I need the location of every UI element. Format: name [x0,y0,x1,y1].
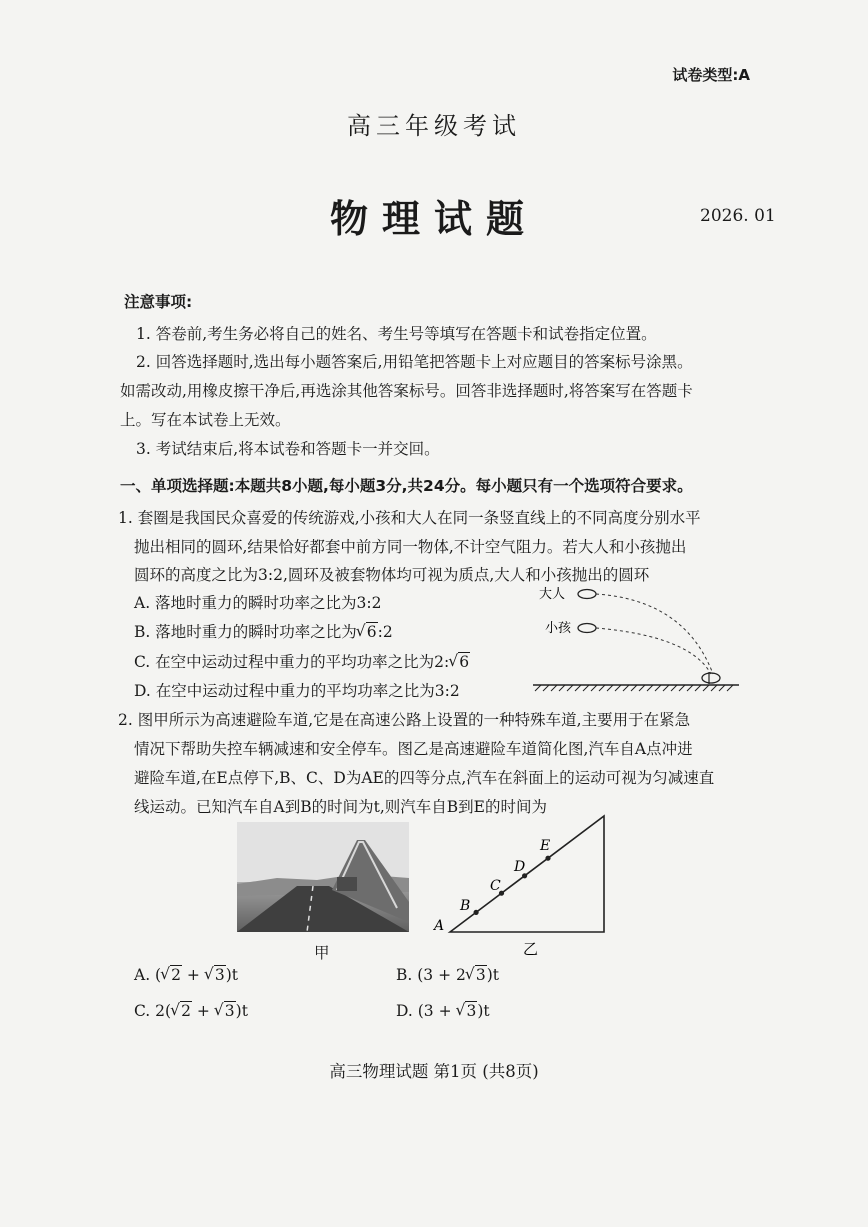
q2-line-2: 情况下帮助失控车辆减速和安全停车。图乙是高速避险车道简化图,汽车自A点冲进 [134,740,693,758]
page-footer: 高三物理试题 第1页 (共8页) [329,1062,539,1081]
q2-option-d-suffix: )t [477,1002,490,1020]
photo-illustration [237,822,409,932]
q2-line-1: 2. 图甲所示为高速避险车道,它是在高速公路上设置的一种特殊车道,主要用于在紧急 [118,711,691,729]
q2-option-c-suffix: )t [235,1002,248,1020]
fig-jia-caption: 甲 [314,944,330,962]
sqrt-symbol [449,653,470,671]
fig-yi-caption: 乙 [523,940,539,958]
q2-option-b-radicand: 3 [475,966,486,984]
q2-option-a-prefix: A. ( [134,966,162,984]
q2-line-3: 避险车道,在E点停下,B、C、D为AE的四等分点,汽车在斜面上的运动可视为匀减速直 [134,769,715,787]
ground-hatching [535,685,733,691]
sqrt-symbol [357,623,378,641]
q1-option-d: D. 在空中运动过程中重力的平均功率之比为3:2 [134,682,460,700]
adult-trajectory [596,594,713,674]
q1-option-b-radicand: 6 [366,623,377,641]
sqrt-symbol [456,1002,477,1020]
q2-option-c-prefix: C. 2( [134,1002,172,1020]
adult-ring [578,590,596,599]
target-object [702,673,720,683]
q1-line-3: 圆环的高度之比为3:2,圆环及被套物体均可视为质点,大人和小孩抛出的圆环 [134,566,650,584]
sqrt-symbol [161,966,182,984]
q2-option-d [396,1002,490,1020]
q2-option-a-radicand-2: 3 [214,966,225,984]
sqrt-symbol [205,966,226,984]
grade-heading: 高三年级考试 [347,112,521,140]
ramp-triangle [450,816,604,932]
child-ring [578,624,596,633]
q2-option-a-suffix: )t [225,966,238,984]
q2-option-c-radicand-2: 3 [224,1002,235,1020]
sqrt-symbol [215,1002,236,1020]
q2-option-c [134,1002,248,1020]
q2-option-b-suffix: )t [486,966,500,984]
child-trajectory [596,628,711,674]
paper-type-label: 试卷类型:A [672,66,750,84]
q2-option-a-plus: + [181,966,205,984]
q1-option-a: A. 落地时重力的瞬时功率之比为3:2 [134,594,382,612]
q2-line-4: 线运动。已知汽车自A到B的时间为t,则汽车自B到E的时间为 [134,798,547,816]
ramp-diagram [430,812,620,962]
notes-line-1: 1. 答卷前,考生务必将自己的姓名、考生号等填写在答题卡和试卷指定位置。 [136,325,657,343]
q1-trajectory-figure [525,578,745,696]
q1-option-c-text: C. 在空中运动过程中重力的平均功率之比为2: [134,653,450,671]
point-b [474,910,479,915]
fig-label-child: 小孩 [545,621,572,636]
q1-option-b-text: B. 落地时重力的瞬时功率之比为 [134,623,357,641]
notes-line-5: 3. 考试结束后,将本试卷和答题卡一并交回。 [136,440,440,458]
sqrt-symbol [466,966,487,984]
q1-line-1: 1. 套圈是我国民众喜爱的传统游戏,小孩和大人在同一条竖直线上的不同高度分别水平 [118,509,701,527]
q1-option-c [134,650,470,672]
notes-line-2: 2. 回答选择题时,选出每小题答案后,用铅笔把答题卡上对应题目的答案标号涂黑。 [136,353,693,371]
q2-option-d-prefix: D. (3 + [396,1002,457,1020]
notes-line-3: 如需改动,用橡皮擦干净后,再选涂其他答案标号。回答非选择题时,将答案写在答题卡 [120,382,693,400]
label-d: D [514,859,526,875]
point-e [545,856,550,861]
fig-label-adult: 大人 [539,587,566,602]
q1-line-2: 抛出相同的圆环,结果恰好都套中前方同一物体,不计空气阻力。若大人和小孩抛出 [134,538,687,556]
label-b: B [460,898,471,914]
notes-line-4: 上。写在本试卷上无效。 [120,411,291,429]
q2-option-c-radicand-1: 2 [181,1002,191,1020]
q2-option-c-plus: + [191,1002,215,1020]
sqrt-symbol [171,1002,192,1020]
escape-ramp-photo [237,822,409,932]
q2-option-d-radicand: 3 [466,1002,477,1020]
label-c: C [490,878,501,894]
q2-option-b [396,966,499,984]
q1-option-b [134,620,393,642]
section-1-heading: 一、单项选择题:本题共8小题,每小题3分,共24分。每小题只有一个选项符合要求。 [120,477,693,495]
q2-option-b-prefix: B. (3 + 2 [396,966,466,984]
q2-option-a [134,966,238,984]
exam-date: 2026. 01 [700,206,776,226]
notes-title: 注意事项: [124,293,193,311]
label-a: A [434,918,445,934]
q1-option-b-tail: :2 [377,623,393,641]
q2-option-a-radicand-1: 2 [171,966,181,984]
q1-option-c-radicand: 6 [459,653,470,671]
exam-title: 物理试题 [329,196,538,241]
label-e: E [540,838,551,854]
